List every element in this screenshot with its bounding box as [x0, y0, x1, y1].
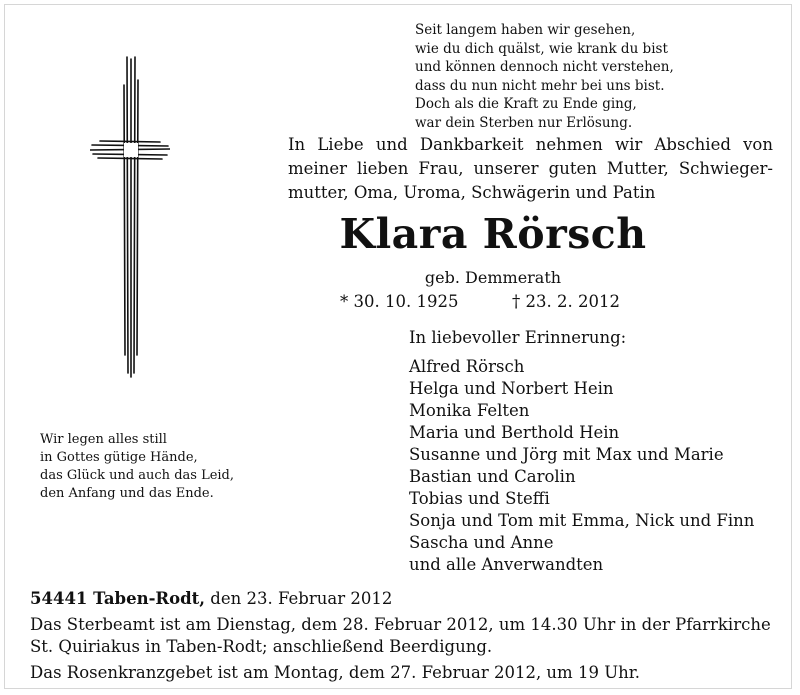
list-item: Maria und Berthold Hein — [409, 423, 620, 442]
cross-icon — [90, 55, 170, 385]
rosary-line: Das Rosenkranzgebet ist am Montag, dem 27. Februar 2012, um 19 Uhr. — [30, 663, 641, 682]
mourners-list — [409, 356, 754, 576]
intro-line-2: meiner lieben Frau, unserer guten Mutter, Schwieger- — [288, 159, 773, 178]
list-item: Helga und Norbert Hein — [409, 379, 614, 398]
list-item: Tobias und Steffi — [409, 489, 550, 508]
list-item: Sascha und Anne — [409, 533, 554, 552]
list-item: und alle Anverwandten — [409, 555, 604, 574]
place: 54441 Taben-Rodt, — [30, 589, 206, 608]
birth-date: * 30. 10. 1925 — [340, 292, 459, 311]
memory-heading: In liebevoller Erinnerung: — [409, 328, 627, 347]
list-item: Susanne und Jörg mit Max und Marie — [409, 445, 724, 464]
intro-line-1: In Liebe und Dankbarkeit nehmen wir Abschied von — [288, 135, 773, 154]
death-date: † 23. 2. 2012 — [512, 292, 620, 311]
footer — [30, 588, 771, 684]
list-item: Monika Felten — [409, 401, 530, 420]
intro-text — [288, 133, 773, 205]
list-item: Alfred Rörsch — [409, 357, 525, 376]
list-item: Bastian und Carolin — [409, 467, 576, 486]
poem-left: Wir legen alles still in Gottes gütige Hände, das Glück und auch das Leid, den Anfang und das Ende. — [40, 432, 235, 501]
maiden-name: geb. Demmerath — [424, 268, 562, 287]
list-item: Sonja und Tom mit Emma, Nick und Finn — [409, 511, 755, 530]
poem-top: Seit langem haben wir gesehen, wie du dich quälst, wie krank du bist und können dennoch nicht verstehen, dass du nun nicht mehr bei uns bist. Doch als die Kraft zu Ende ging, war dein Sterben nur Erlösung. — [415, 22, 674, 131]
deceased-name: Klara Rörsch — [339, 210, 647, 258]
intro-line-3: mutter, Oma, Uroma, Schwägerin und Patin — [288, 183, 656, 202]
funeral-line-1: Das Sterbeamt ist am Dienstag, dem 28. Februar 2012, um 14.30 Uhr in der Pfarrkirche — [30, 615, 771, 634]
funeral-line-2: St. Quiriakus in Taben-Rodt; anschließend Beerdigung. — [30, 637, 493, 656]
place-date-line — [30, 588, 771, 610]
date: den 23. Februar 2012 — [205, 589, 393, 608]
